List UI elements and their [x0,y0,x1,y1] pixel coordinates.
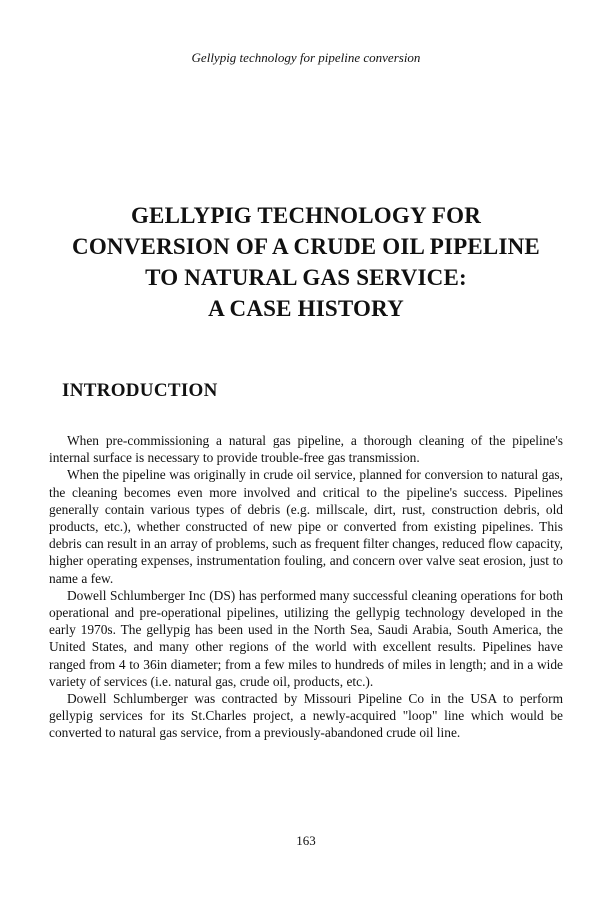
paragraph-2: When the pipeline was originally in crude oil service, planned for conversion to natural gas, the cleaning becomes even more involved and critical to the pipeline's success. Pipelines generally contain various types of debris (e.g. millscale, dirt, rust, construction debris, old products, etc.), whether constructed of new pipe or converted from existing pipelines. This debris can result in an array of problems, such as frequent filter changes, reduced flow capacity, higher operating expenses, instrumentation fouling, and concern over valve seat erosion, just to name a few. [49,467,563,586]
paragraph-3: Dowell Schlumberger Inc (DS) has performed many successful cleaning operations for both operational and pre-operational pipelines, utilizing the gellypig technology developed in the early 1970s. The gellypig has been used in the North Sea, Saudi Arabia, South America, the United States, and many other regions of the world with excellent results. Pipelines have ranged from 4 to 36in diameter; from a few miles to hundreds of miles in length; and in a wide variety of services (i.e. natural gas, crude oil, products, etc.). [49,587,563,689]
body-text [49,432,563,742]
title-line-3: TO NATURAL GAS SERVICE: [145,265,467,290]
title-line-2: CONVERSION OF A CRUDE OIL PIPELINE [72,234,540,259]
paragraph-4: Dowell Schlumberger was contracted by Missouri Pipeline Co in the USA to perform gellypig services for its St.Charles project, a newly-acquired "loop" line which would be converted to natural gas service, from a previously-abandoned crude oil line. [49,691,563,741]
title-line-4: A CASE HISTORY [208,296,404,321]
document-title [30,200,582,324]
page-number: 163 [296,833,316,848]
paragraph-1: When pre-commissioning a natural gas pipeline, a thorough cleaning of the pipeline's internal surface is necessary to provide trouble-free gas transmission. [49,433,563,466]
title-line-1: GELLYPIG TECHNOLOGY FOR [130,203,482,228]
running-header: Gellypig technology for pipeline conversion [191,50,421,65]
section-heading-introduction: INTRODUCTION [62,380,218,401]
